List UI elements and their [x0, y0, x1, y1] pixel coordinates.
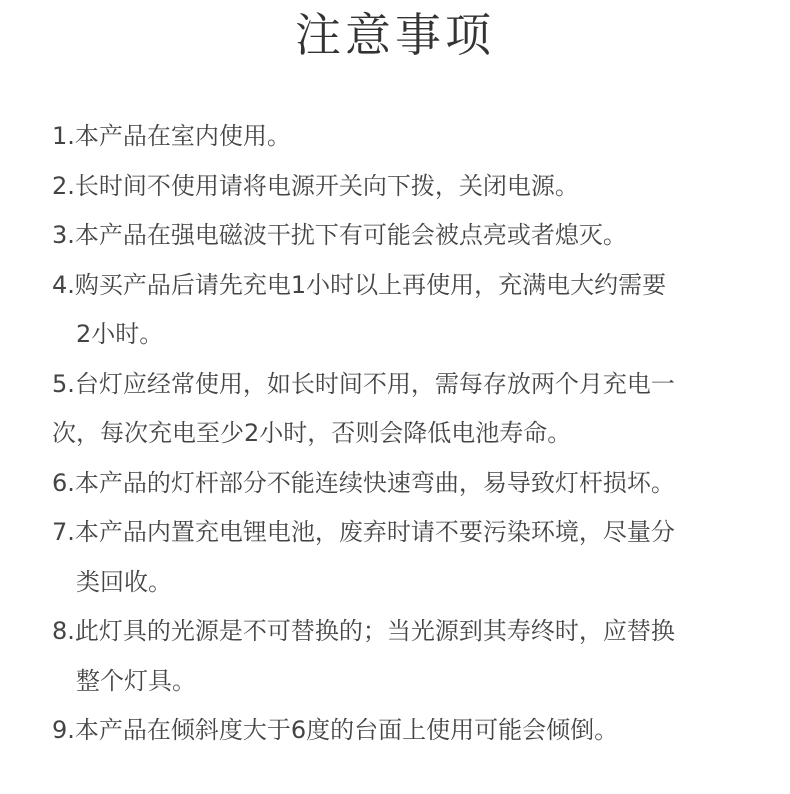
note-item	[52, 508, 752, 607]
note-line: 9.本产品在倾斜度大于6度的台面上使用可能会倾倒。	[52, 716, 619, 744]
note-item	[52, 211, 752, 261]
note-item	[52, 261, 752, 360]
note-item	[52, 162, 752, 212]
note-line: 次，每次充电至少2小时，否则会降低电池寿命。	[52, 419, 572, 447]
page-title: 注意事项	[295, 8, 495, 62]
note-line: 4.购买产品后请先充电1小时以上再使用，充满电大约需要	[52, 270, 667, 299]
notes-list	[52, 112, 752, 756]
note-item	[52, 112, 752, 162]
note-item	[52, 607, 752, 706]
note-line: 2小时。	[76, 320, 164, 348]
note-line: 2.长时间不使用请将电源开关向下拨，关闭电源。	[52, 171, 579, 200]
note-line: 5.台灯应经常使用，如长时间不用，需每存放两个月充电一	[52, 369, 675, 398]
note-line: 类回收。	[76, 567, 172, 596]
note-item	[52, 459, 752, 509]
note-line: 7.本产品内置充电锂电池，废弃时请不要污染环境，尽量分	[52, 518, 675, 546]
note-line: 6.本产品的灯杆部分不能连续快速弯曲，易导致灯杆损坏。	[52, 468, 675, 497]
note-item	[52, 360, 752, 459]
note-line: 整个灯具。	[76, 666, 196, 695]
note-line: 1.本产品在室内使用。	[52, 122, 291, 150]
note-line: 3.本产品在强电磁波干扰下有可能会被点亮或者熄灭。	[52, 221, 627, 249]
note-item	[52, 706, 752, 756]
note-line: 8.此灯具的光源是不可替换的；当光源到其寿终时，应替换	[52, 617, 675, 645]
